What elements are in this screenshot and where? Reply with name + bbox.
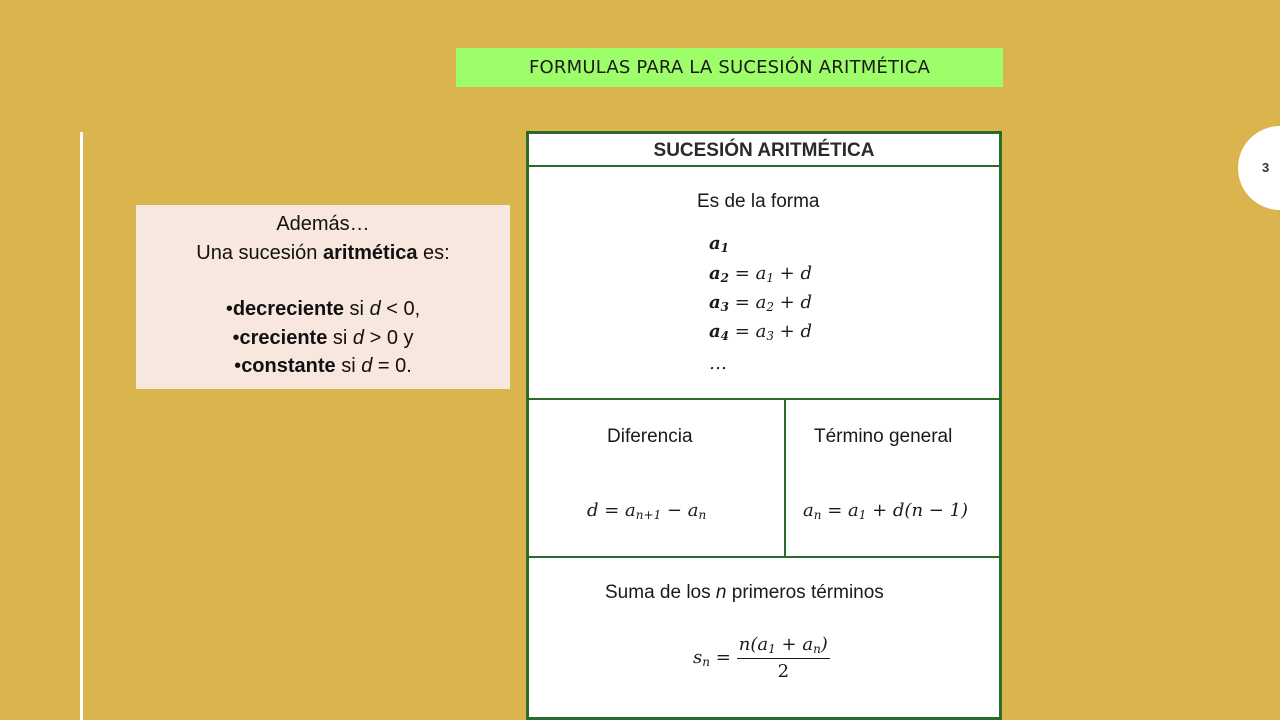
bullet-var: d xyxy=(369,298,381,320)
forma-rhs-sub: 3 xyxy=(766,329,774,343)
forma-lhs: a xyxy=(709,263,721,284)
diferencia-formula: $d = a_{n+1} - a_n$ xyxy=(587,500,707,522)
slide-title: FORMULAS PARA LA SUCESIÓN ARITMÉTICA xyxy=(456,48,1003,87)
suma-label-var: n xyxy=(715,582,727,603)
vertical-divider-line xyxy=(80,132,83,720)
suma-fraction xyxy=(737,634,830,682)
note-line-2-post: es: xyxy=(417,241,450,264)
note-line-2-bold: aritmética xyxy=(323,241,418,264)
forma-line-3 xyxy=(709,292,812,314)
bullet-mark: • xyxy=(225,298,233,320)
suma-denominator: 2 xyxy=(777,661,790,682)
termino-general-label: Término general xyxy=(814,426,953,447)
termino-general-formula: $a_n = a_1 + d(n - 1)$ xyxy=(803,500,969,522)
forma-line-2 xyxy=(709,263,812,285)
forma-line-1 xyxy=(709,233,729,255)
forma-label: Es de la forma xyxy=(697,191,820,212)
suma-section xyxy=(529,558,999,718)
bullet-mid: si xyxy=(344,298,370,320)
bullet-term: decreciente xyxy=(232,298,344,320)
note-bullet-constante xyxy=(136,352,510,381)
formula-table xyxy=(526,131,1002,720)
bullet-var: d xyxy=(361,355,373,377)
forma-lhs-sub: 1 xyxy=(720,241,730,255)
forma-rhs-post: + d xyxy=(773,263,813,284)
bullet-mark: • xyxy=(234,355,242,377)
bullet-term: constante xyxy=(241,355,336,377)
suma-formula: $s_n$ = $\frac{n(a_1 + a_n)}{2}$ xyxy=(693,634,828,682)
bullet-mid: si xyxy=(335,355,362,377)
page-number: 3 xyxy=(1262,160,1270,175)
forma-lhs-sub: 4 xyxy=(720,329,730,343)
forma-ellipsis: … xyxy=(709,353,727,374)
note-bullet-creciente xyxy=(136,324,510,353)
bullet-mid: si xyxy=(327,326,353,349)
forma-lhs-sub: 3 xyxy=(720,300,730,314)
forma-rhs: = a xyxy=(734,263,767,284)
forma-lhs: a xyxy=(709,292,721,313)
suma-label xyxy=(605,582,884,604)
forma-lhs: a xyxy=(709,321,721,342)
suma-label-pre: Suma de los xyxy=(605,582,716,603)
bullet-rest: > 0 y xyxy=(364,326,414,349)
forma-rhs: = a xyxy=(734,321,767,342)
forma-section xyxy=(529,167,999,400)
note-bullet-decreciente xyxy=(136,295,510,324)
note-box xyxy=(136,205,510,389)
page-number-badge xyxy=(1238,126,1280,210)
bullet-rest: < 0, xyxy=(380,298,421,320)
table-header: SUCESIÓN ARITMÉTICA xyxy=(529,134,999,167)
note-line-1: Además… xyxy=(276,213,370,235)
forma-rhs-sub: 1 xyxy=(766,271,774,285)
bullet-term: creciente xyxy=(239,326,328,349)
note-spacer xyxy=(136,267,510,295)
suma-numerator: $n(a_1 + a_n)$ xyxy=(737,634,830,659)
forma-rhs-sub: 2 xyxy=(766,300,774,314)
suma-label-post: primeros términos xyxy=(726,582,884,603)
bullet-var: d xyxy=(352,326,365,349)
forma-rhs-post: + d xyxy=(773,292,813,313)
note-line-2 xyxy=(136,239,510,268)
forma-line-4 xyxy=(709,321,812,343)
bullet-mark: • xyxy=(232,326,240,349)
cell-divider xyxy=(784,400,786,556)
forma-lhs: a xyxy=(709,233,721,254)
note-line-2-pre: Una sucesión xyxy=(196,241,323,264)
forma-lhs-sub: 2 xyxy=(720,271,730,285)
bullet-rest: = 0. xyxy=(372,355,412,377)
diferencia-label: Diferencia xyxy=(607,426,693,447)
forma-rhs-post: + d xyxy=(773,321,813,342)
diferencia-termino-section xyxy=(529,400,999,558)
forma-rhs: = a xyxy=(734,292,767,313)
